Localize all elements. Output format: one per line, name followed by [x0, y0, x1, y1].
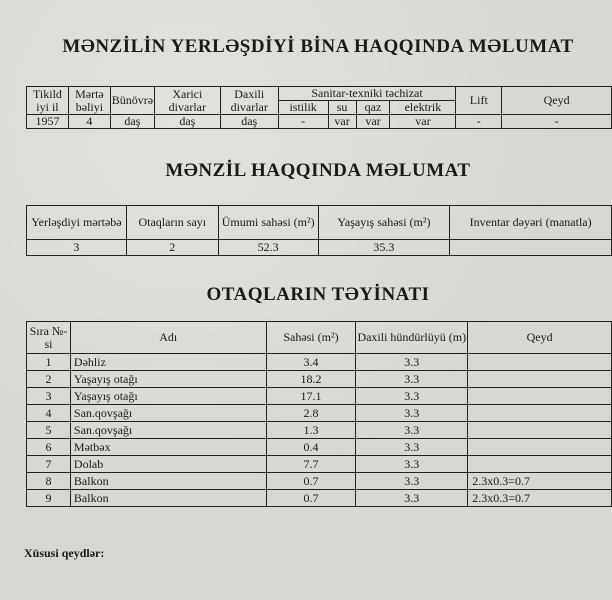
header-sanitary: Sanitar-texniki təchizat [278, 87, 456, 101]
cell-height: 3.3 [356, 388, 468, 405]
cell-note: 2.3x0.3=0.7 [468, 473, 612, 490]
building-info-title: MƏNZİLİN YERLƏŞDİYİ BİNA HAQQINDA MƏLUMAT [62, 36, 574, 57]
cell-note [468, 354, 612, 371]
header-gas: qaz [356, 101, 390, 115]
cell-inventory [450, 240, 612, 256]
header-heating: istilik [278, 101, 328, 115]
rooms-purpose-title: OTAQLARIN TƏYİNATI [206, 284, 430, 305]
header-outer-walls: Xarici divarlar [154, 87, 220, 115]
cell-lift: - [456, 115, 502, 129]
cell-total-area: 52.3 [218, 240, 318, 256]
cell-area: 3.4 [266, 354, 356, 371]
header-year: Tikild iyi il [27, 87, 69, 115]
cell-note [468, 422, 612, 439]
cell-gas: var [356, 115, 390, 129]
cell-name: San.qovşağı [70, 422, 266, 439]
header-rooms: Otaqların sayı [126, 206, 218, 240]
cell-note: - [502, 115, 612, 129]
cell-name: San.qovşağı [70, 405, 266, 422]
table-row [27, 115, 612, 129]
header-living-area: Yaşayış sahəsi (m²) [318, 206, 450, 240]
cell-name: Balkon [70, 473, 266, 490]
cell-note [468, 371, 612, 388]
header-floors: Mərtə bəliyi [68, 87, 110, 115]
cell-area: 0.7 [266, 473, 356, 490]
cell-area: 17.1 [266, 388, 356, 405]
cell-no: 7 [27, 456, 71, 473]
header-electricity: elektrik [390, 101, 456, 115]
rooms-table [26, 321, 612, 507]
cell-water: var [328, 115, 356, 129]
cell-height: 3.3 [356, 405, 468, 422]
cell-foundation: daş [110, 115, 154, 129]
cell-no: 3 [27, 388, 71, 405]
apartment-info-table [26, 205, 612, 256]
table-row [27, 405, 612, 422]
cell-area: 0.4 [266, 439, 356, 456]
cell-no: 1 [27, 354, 71, 371]
apartment-info-title: MƏNZİL HAQQINDA MƏLUMAT [165, 160, 471, 181]
cell-area: 1.3 [266, 422, 356, 439]
cell-height: 3.3 [356, 422, 468, 439]
cell-name: Yaşayış otağı [70, 388, 266, 405]
cell-height: 3.3 [356, 354, 468, 371]
header-floor: Yerləşdiyi mərtəbə [27, 206, 127, 240]
cell-area: 7.7 [266, 456, 356, 473]
cell-no: 9 [27, 490, 71, 507]
cell-no: 4 [27, 405, 71, 422]
cell-area: 2.8 [266, 405, 356, 422]
cell-height: 3.3 [356, 473, 468, 490]
cell-note [468, 439, 612, 456]
cell-inner-walls: daş [220, 115, 278, 129]
cell-height: 3.3 [356, 371, 468, 388]
cell-note [468, 405, 612, 422]
cell-no: 5 [27, 422, 71, 439]
table-row [27, 388, 612, 405]
table-row [27, 490, 612, 507]
header-height: Daxili hündürlüyü (m) [356, 322, 468, 354]
cell-year: 1957 [27, 115, 69, 129]
header-foundation: Bünövrə [110, 87, 154, 115]
cell-height: 3.3 [356, 490, 468, 507]
cell-heating: - [278, 115, 328, 129]
cell-name: Yaşayış otağı [70, 371, 266, 388]
header-note: Qeyd [502, 87, 612, 115]
special-notes-label: Xüsusi qeydlər: [24, 546, 105, 560]
building-info-table [26, 86, 612, 129]
cell-electricity: var [390, 115, 456, 129]
cell-name: Dolab [70, 456, 266, 473]
header-note: Qeyd [468, 322, 612, 354]
cell-name: Dəhliz [70, 354, 266, 371]
header-name: Adı [70, 322, 266, 354]
cell-note [468, 456, 612, 473]
cell-no: 8 [27, 473, 71, 490]
cell-floors: 4 [68, 115, 110, 129]
cell-name: Balkon [70, 490, 266, 507]
cell-no: 2 [27, 371, 71, 388]
header-inner-walls: Daxili divarlar [220, 87, 278, 115]
header-lift: Lift [456, 87, 502, 115]
table-row [27, 456, 612, 473]
cell-area: 0.7 [266, 490, 356, 507]
cell-note: 2.3x0.3=0.7 [468, 490, 612, 507]
cell-note [468, 388, 612, 405]
header-inventory: Inventar dəyəri (manatla) [450, 206, 612, 240]
header-no: Sıra №-si [27, 322, 71, 354]
cell-name: Mətbəx [70, 439, 266, 456]
header-water: su [328, 101, 356, 115]
cell-living-area: 35.3 [318, 240, 450, 256]
cell-area: 18.2 [266, 371, 356, 388]
cell-no: 6 [27, 439, 71, 456]
cell-outer-walls: daş [154, 115, 220, 129]
header-total-area: Ümumi sahəsi (m²) [218, 206, 318, 240]
table-row [27, 354, 612, 371]
cell-rooms: 2 [126, 240, 218, 256]
table-row [27, 473, 612, 490]
header-area: Sahəsi (m²) [266, 322, 356, 354]
cell-height: 3.3 [356, 439, 468, 456]
table-row [27, 422, 612, 439]
table-row [27, 439, 612, 456]
cell-height: 3.3 [356, 456, 468, 473]
table-row [27, 371, 612, 388]
cell-floor: 3 [27, 240, 127, 256]
table-row [27, 240, 612, 256]
